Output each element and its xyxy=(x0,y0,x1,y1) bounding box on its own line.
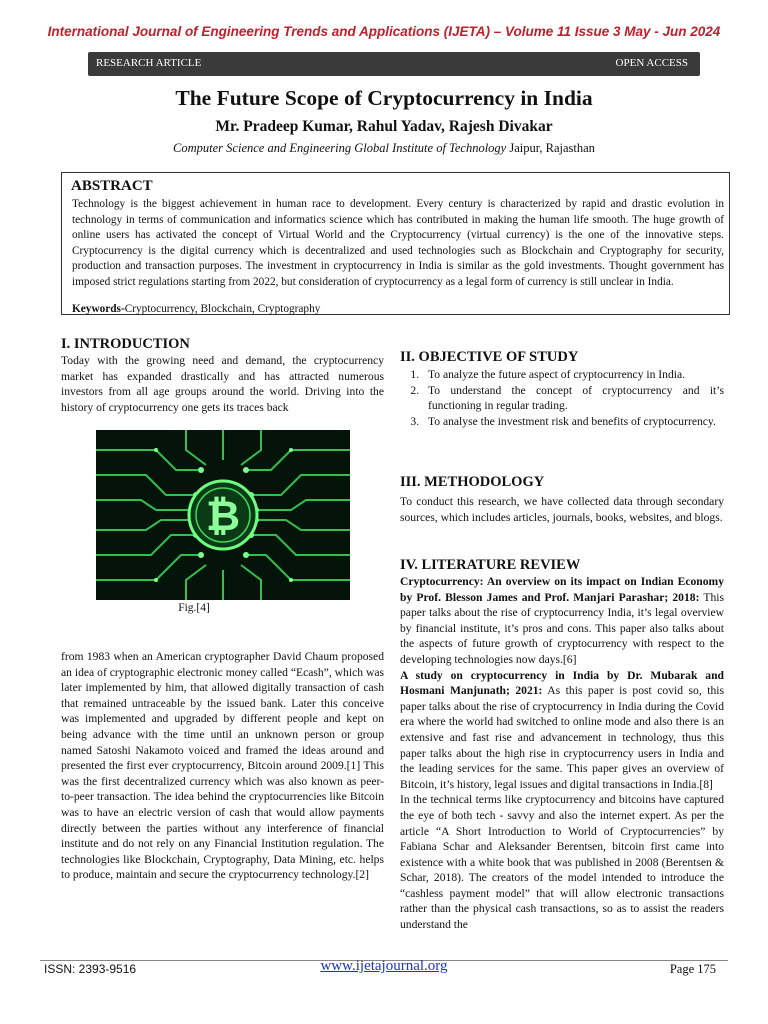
objective-item-3: 3. To analyse the investment risk and benefits of cryptocurrency. xyxy=(422,414,724,430)
journal-header: International Journal of Engineering Trends and Applications (IJETA) – Volume 11 Issue 3 May - Jun 2024 xyxy=(47,24,721,39)
keywords-label: Keywords- xyxy=(72,303,125,315)
literature-paragraph-3: In the technical terms like cryptocurrency and bitcoins have captured the eye of both tech - savvy and also the internet expert. As per the article “A Short Introduction to World of Cryptocurrencies” by Fabiana Schar and Aleksander Berentsen, bitcoin first came into existence with a white book that was published in 2008 (Berentsen & Schar, 2018). The creators of the model intended to introduce the “cashless payment model” that will allow electronic transactions rather than the physical cash transactions, so as to assist the readers understand the xyxy=(400,793,724,932)
figure-caption: Fig.[4] xyxy=(178,602,210,614)
abstract-box xyxy=(61,172,730,315)
bitcoin-circuit-figure xyxy=(96,430,350,600)
literature-review-text xyxy=(400,574,724,933)
objective-item-1: 1. To analyze the future aspect of cryptocurrency in India. xyxy=(422,367,724,383)
introduction-paragraph-2: from 1983 when an American cryptographer David Chaum proposed an idea of cryptographic electronic money called “Ecash”, which was later implemented by him, that allowed digitally transaction of cash that remained untraceable by the issued bank. Later this conceive was implemented and upgraded by different people and kept on being advance with the time until an unknown person or group named Satoshi Nakamoto voiced and framed the ideas around and presented the first ever cryptocurrency, Bitcoin around 2009.[1] This was the first decentralized currency which was also known as peer-to-peer transaction. The idea behind the cryptocurrencies like Bitcoin was to have an electric version of cash that would allow payments directly between the parties without any interference of financial institute and do not rely on any Financial Institution regulation. The technologies like Blockchain, Cryptography, Data Mining, etc. helps to produce, maintain and secure the cryptocurrency technology.[2] xyxy=(61,650,384,882)
literature-entry-2-title: A study on cryptocurrency in India by Dr. Mubarak and Hosmani Manjunath; 2021: xyxy=(400,668,724,698)
literature-entry-2 xyxy=(400,668,724,793)
keywords xyxy=(72,303,320,315)
introduction-paragraph-1: Today with the growing need and demand, the cryptocurrency market has expanded drastically and has attracted numerous investors from all age groups around the world. Driving into the history of cryptocurrency one gets its traces back xyxy=(61,354,384,414)
svg-text:₿: ₿ xyxy=(205,491,241,540)
banner-open-access: OPEN ACCESS xyxy=(615,57,688,69)
paper-affiliation xyxy=(0,141,768,156)
abstract-heading: ABSTRACT xyxy=(71,178,153,194)
literature-entry-2-body: As this paper is post covid so, this paper talks about the rise of cryptocurrency in India during the Covid era where the world had switched to online mode and also there is an extensive and fast rise and advancement in technology, thus this paper talks about the high rise in cryptocurrency users in India and the leading services for the same. This paper gives an overview of Bitcoin, it’s history, legal issues and digital transactions in India.[8] xyxy=(400,684,724,791)
paper-title: The Future Scope of Cryptocurrency in India xyxy=(175,86,593,110)
methodology-paragraph: To conduct this research, we have collected data through secondary sources, which includes articles, journals, books, websites, and blogs. xyxy=(400,495,724,524)
affiliation-place: Jaipur, Rajasthan xyxy=(506,141,595,155)
section-literature-heading: IV. LITERATURE REVIEW xyxy=(400,557,581,573)
objective-item-2: 2. To understand the concept of cryptocurrency and it’s functioning in regular trading. xyxy=(422,383,724,414)
footer-issn: ISSN: 2393-9516 xyxy=(44,962,137,976)
bitcoin-circuit-image xyxy=(96,430,350,600)
footer-journal-link[interactable]: www.ijetajournal.org xyxy=(320,958,448,974)
section-methodology-heading: III. METHODOLOGY xyxy=(400,474,545,490)
footer-page-number: Page 175 xyxy=(669,962,716,976)
literature-entry-1 xyxy=(400,574,724,668)
literature-entry-1-body: This paper talks about the rise of cryptocurrency India, it’s legal overview by financial institute, it’s pros and cons. This paper also talks about the aspects of future growth of cryptocurrency with respect to the developing technologies now days.[6] xyxy=(400,590,724,666)
paper-authors: Mr. Pradeep Kumar, Rahul Yadav, Rajesh Divakar xyxy=(215,118,553,135)
banner-research-article: RESEARCH ARTICLE xyxy=(96,57,202,69)
affiliation-institute: Computer Science and Engineering Global Institute of Technology xyxy=(173,141,507,155)
article-banner xyxy=(88,52,700,76)
section-objective-heading: II. OBJECTIVE OF STUDY xyxy=(400,349,579,365)
literature-entry-1-title: Cryptocurrency: An overview on its impact on Indian Economy by Prof. Blesson James and Prof. Manjari Parashar; 2018: xyxy=(400,575,724,604)
abstract-body: Technology is the biggest achievement in human race to development. Every century is characterized by rapid and drastic evolution in technology in terms of communication and informatics science which has contributed in making the human life smooth. The huge growth of online users has activated the concept of Virtual World and the Cryptocurrency (virtual currency) is the one of the innovative steps. Cryptocurrency is the digital currency which is decentralized and used technologies such as Blockchain and Cryptography for security, production and transaction purposes. The investment in cryptocurrency in India is similar as the gold investments. Thought government has imposed strict regulations starting from 2022, but consideration of cryptocurrency as a legal form of currency is still unclear in India. xyxy=(72,198,724,288)
section-introduction-heading: I. INTRODUCTION xyxy=(61,336,190,352)
objectives-list xyxy=(376,367,724,429)
keywords-list: Cryptocurrency, Blockchain, Cryptography xyxy=(124,303,321,315)
